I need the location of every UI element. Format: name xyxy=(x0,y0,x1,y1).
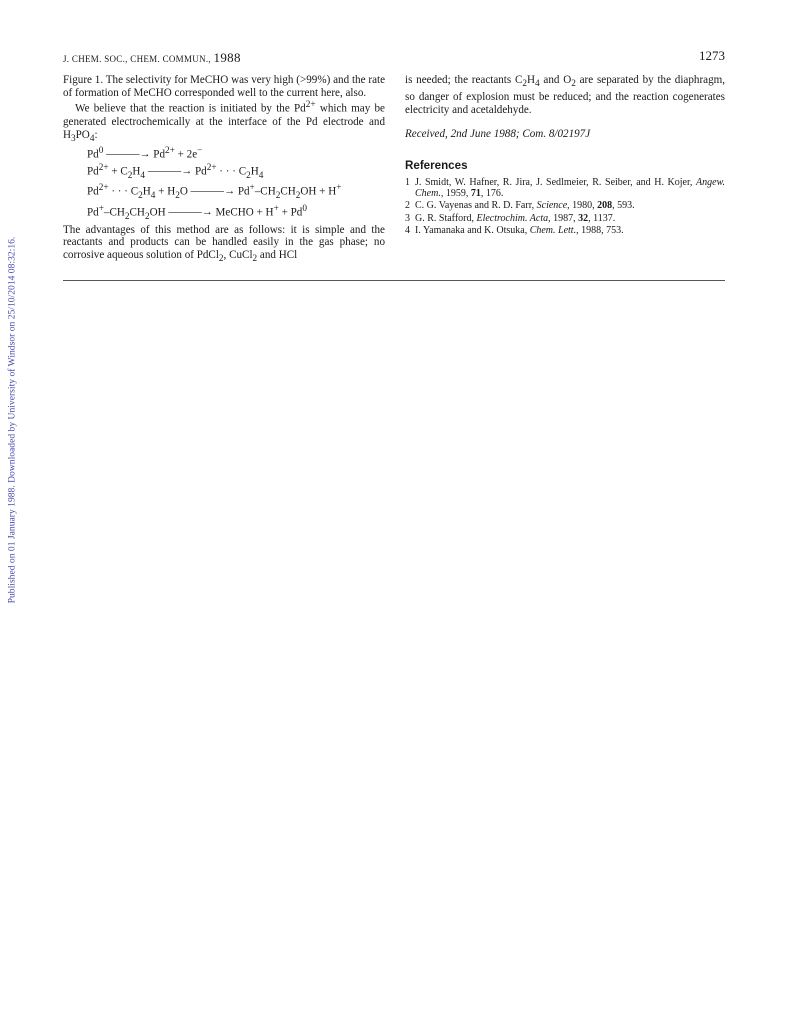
journal-citation xyxy=(63,50,241,66)
reference-item: 2 C. G. Vayenas and R. D. Farr, Science, 1980, 208, 593. xyxy=(405,200,635,212)
equation-1: Pd$^0$ ———→ $Pd^{2+} + 2e^-$ xyxy=(87,146,203,162)
equation-3: $Pd^{2+}$ · · · $C_2H_4 + H_2O$ ———→ $Pd^+-CH_2CH_2OH + H^+$ xyxy=(87,183,342,202)
equation-2: $Pd^{2+} + C_2H_4$ ———→ $Pd^{2+}$ · · · $C_2H_4$ xyxy=(87,162,264,181)
received-date: Received, 2nd June 1988; Com. 8/02197J xyxy=(405,128,591,141)
reference-item: 3 G. R. Stafford, Electrochim. Acta, 1987, 32, 1137. xyxy=(405,212,616,224)
reference-item: 1 J. Smidt, W. Hafner, R. Jira, J. Sedlmeier, R. Seiber, and H. Kojer, Angew. Chem., 1959, 71, 176. xyxy=(405,176,726,200)
paragraph-continued: is needed; the reactants $C_2H_4$ and $O_2$ are separated by the diaphragm, so danger of explosion must be reduced; and the reaction cogenerates electricity and acetaldehyde. xyxy=(405,74,726,116)
left-column xyxy=(63,74,385,266)
paragraph-advantages: The advantages of this method are as follows: it is simple and the reactants and products can be handled easily in the gas phase; no corrosive aqueous solution of PdCl$_2$, CuCl$_2$ and HCl xyxy=(63,223,385,265)
reaction-arrow: ———→ xyxy=(106,148,151,161)
running-header xyxy=(63,48,725,64)
reaction-arrow: ———→ xyxy=(190,185,236,198)
download-notice-vertical xyxy=(5,210,19,630)
reaction-arrow: ———→ xyxy=(168,205,213,218)
page-number: 1273 xyxy=(699,48,725,63)
reference-item: 4 I. Yamanaka and K. Otsuka, Chem. Lett., 1988, 753. xyxy=(405,224,624,236)
journal-name: J. CHEM. SOC., CHEM. COMMUN., xyxy=(63,54,211,64)
paragraph-selectivity: Figure 1. The selectivity for MeCHO was very high (>99%) and the rate of formation of MeCHO corresponded well to the current here, also. xyxy=(63,74,385,99)
reaction-arrow: ———→ xyxy=(147,164,193,177)
journal-year: 1988 xyxy=(213,50,241,65)
download-notice-text: Published on 01 January 1988. Downloaded by University of Windsor on 25/10/2014 08:32:16. xyxy=(6,236,18,604)
right-column xyxy=(405,74,725,237)
references-heading: References xyxy=(405,159,468,173)
paragraph-mechanism: We believe that the reaction is initiated by the $Pd^{2+}$ which may be generated electrochemically at the interface of the Pd electrode and $H_3PO_4$: xyxy=(63,100,385,144)
page-divider xyxy=(63,280,725,281)
equation-4: $Pd^+-CH_2CH_2OH$ ———→ MeCHO + $H^+ + Pd^0$ xyxy=(87,204,307,222)
